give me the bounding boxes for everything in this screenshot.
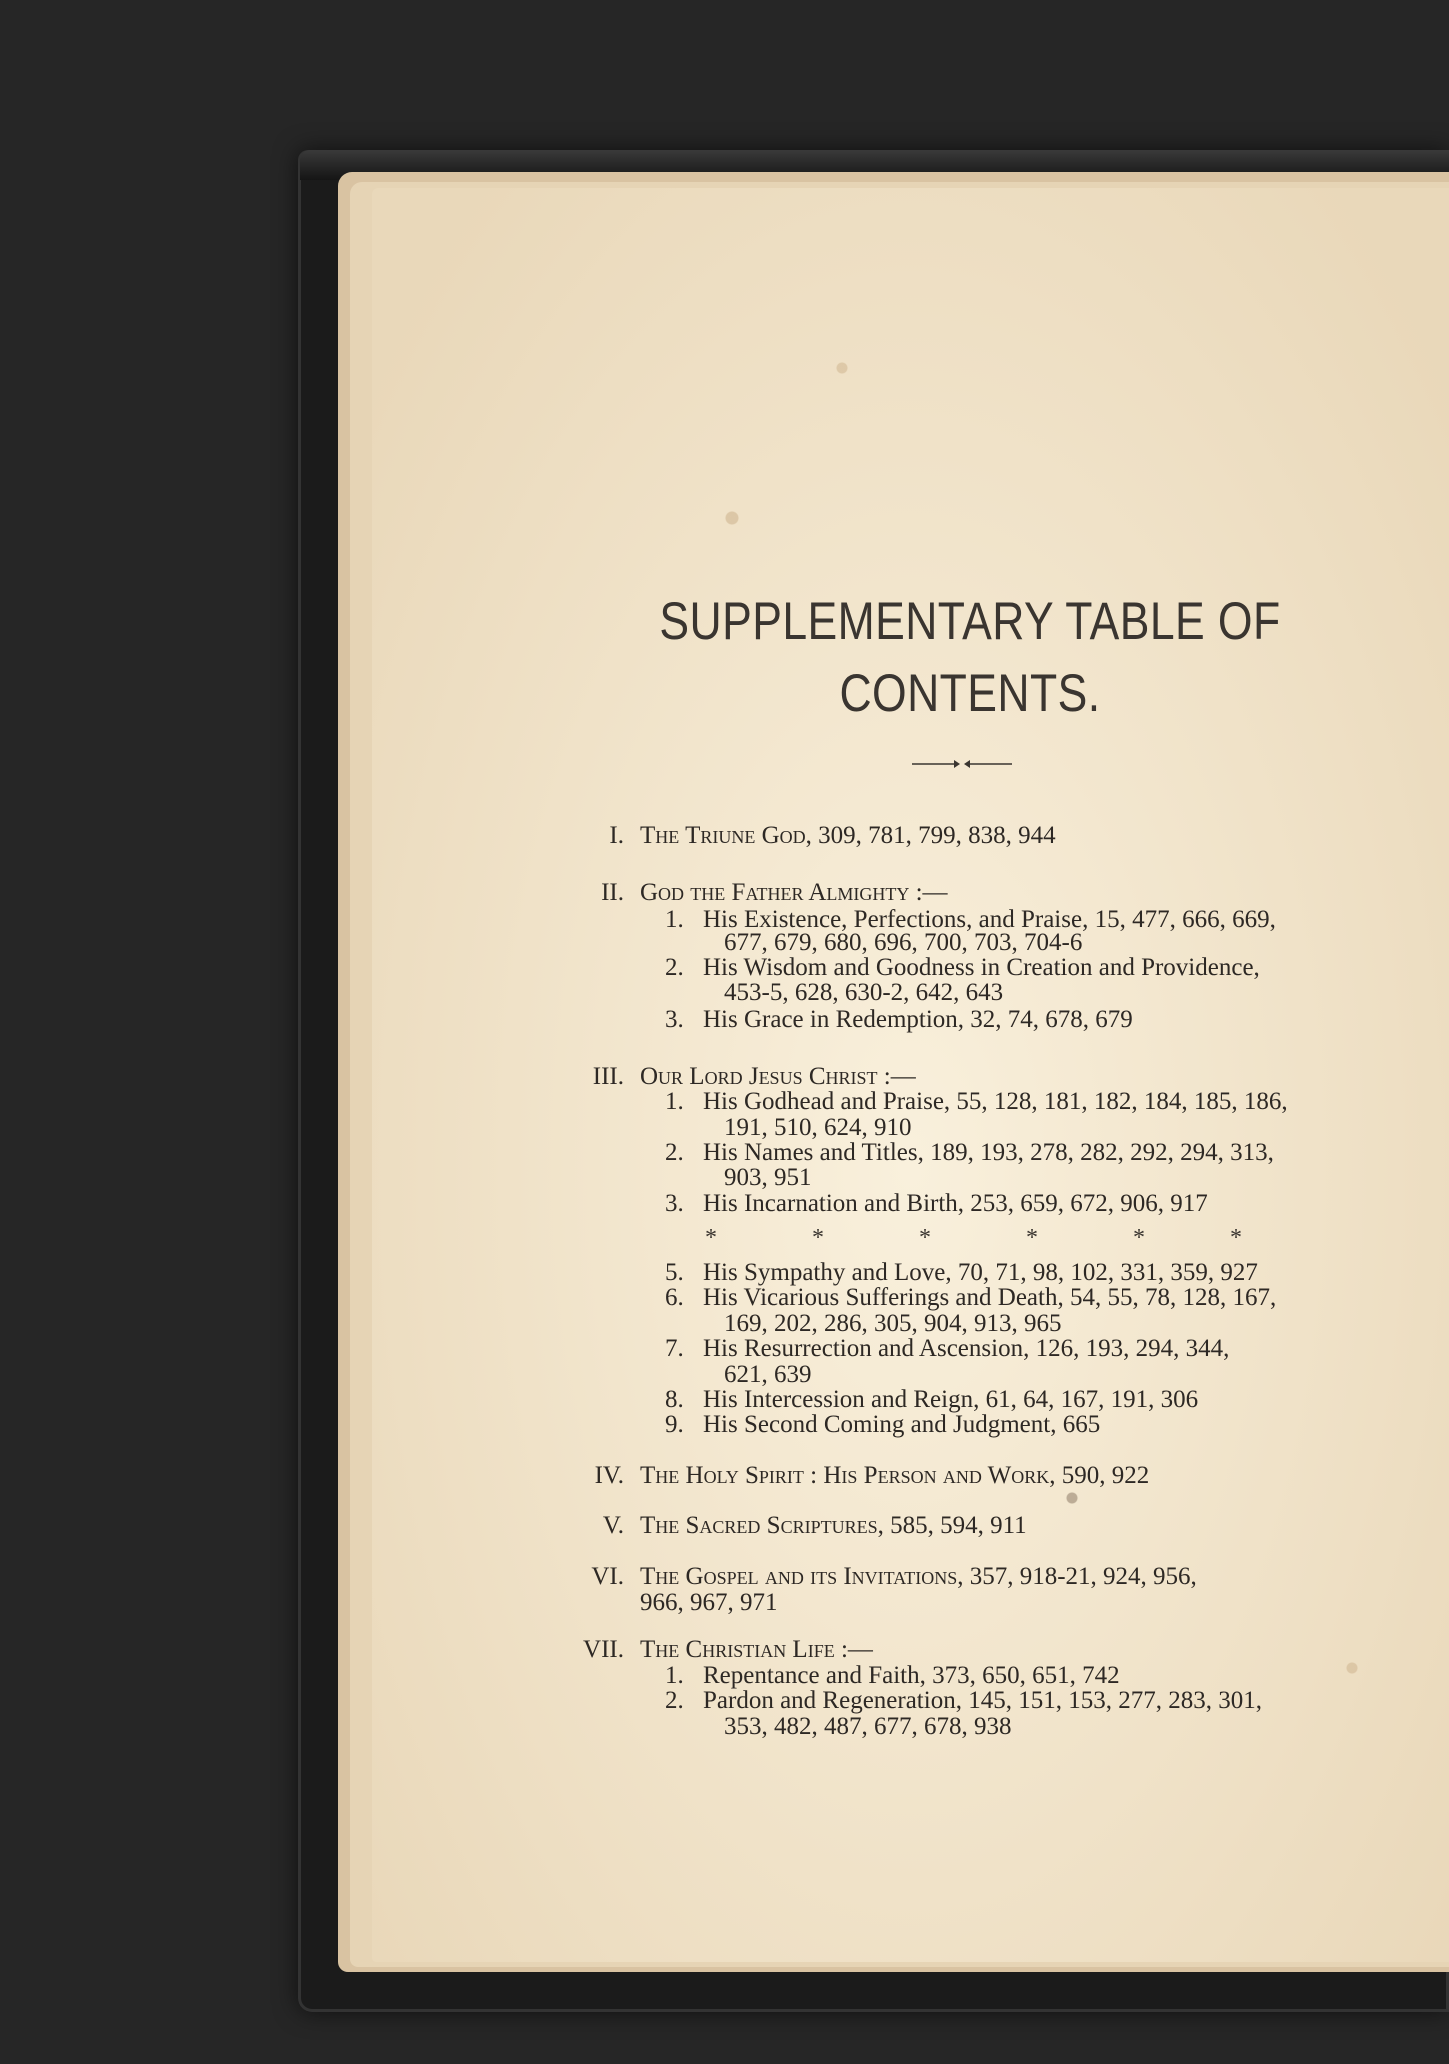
- list-item-text-cont: 621, 639: [724, 1361, 812, 1388]
- list-item-text-cont: 903, 951: [724, 1164, 812, 1191]
- list-item-text-cont: 453-5, 628, 630-2, 642, 643: [724, 979, 1004, 1006]
- section-numeral: IV.: [594, 1462, 624, 1489]
- list-item-text: His Second Coming and Judgment, 665: [703, 1411, 1101, 1438]
- list-item-text-cont: 353, 482, 487, 677, 678, 938: [724, 1713, 1012, 1740]
- list-item: 1.: [665, 906, 684, 933]
- list-item: 2.: [665, 1687, 684, 1714]
- list-item-text: His Wisdom and Goodness in Creation and Providence,: [703, 954, 1260, 981]
- list-item-text: Repentance and Faith, 373, 650, 651, 742: [703, 1662, 1120, 1689]
- list-item-text: His Grace in Redemption, 32, 74, 678, 679: [703, 1006, 1133, 1033]
- section-heading: The Triune God,: [640, 822, 812, 849]
- section-numeral: V.: [602, 1512, 624, 1539]
- list-item: 5.: [665, 1259, 684, 1286]
- section-numeral: VI.: [591, 1563, 624, 1590]
- list-item: 1.: [665, 1088, 684, 1115]
- list-item-text-cont: 169, 202, 286, 305, 904, 913, 965: [724, 1310, 1062, 1337]
- list-item-text: His Resurrection and Ascension, 126, 193, 294, 344,: [703, 1335, 1230, 1362]
- section-refs: 357, 918-21, 924, 956,: [969, 1563, 1197, 1590]
- section-numeral: III.: [592, 1063, 624, 1090]
- list-item: 2.: [665, 954, 684, 981]
- star-mark: *: [919, 1225, 931, 1251]
- star-mark: *: [812, 1225, 824, 1251]
- title-line-1: SUPPLEMENTARY TABLE OF: [659, 592, 1281, 651]
- star-mark: *: [1026, 1225, 1038, 1251]
- section-refs: 309, 781, 799, 838, 944: [818, 822, 1056, 849]
- star-mark: *: [1133, 1225, 1145, 1251]
- section-heading: The Gospel and its Invitations,: [640, 1563, 964, 1590]
- list-item-text: His Incarnation and Birth, 253, 659, 672, 906, 917: [703, 1190, 1208, 1217]
- section-refs-cont: 966, 967, 971: [640, 1589, 778, 1616]
- star-mark: *: [1230, 1225, 1242, 1251]
- title-line-2: CONTENTS.: [839, 664, 1101, 723]
- list-item: 3.: [665, 1006, 684, 1033]
- section-numeral: VII.: [583, 1636, 624, 1663]
- list-item-text: His Godhead and Praise, 55, 128, 181, 182, 184, 185, 186,: [703, 1088, 1288, 1115]
- section-numeral: I.: [609, 822, 624, 849]
- section-heading: Our Lord Jesus Christ :—: [640, 1063, 916, 1090]
- star-mark: *: [705, 1225, 717, 1251]
- list-item-text: His Existence, Perfections, and Praise, 15, 477, 666, 669,: [703, 906, 1276, 933]
- list-item-text-cont: 191, 510, 624, 910: [724, 1114, 912, 1141]
- list-item: 6.: [665, 1284, 684, 1311]
- list-item: 1.: [665, 1662, 684, 1689]
- section-heading: The Sacred Scriptures,: [640, 1512, 884, 1539]
- list-item-text: His Names and Titles, 189, 193, 278, 282, 292, 294, 313,: [703, 1139, 1274, 1166]
- section-refs: 585, 594, 911: [890, 1512, 1027, 1539]
- list-item: 9.: [665, 1411, 684, 1438]
- list-item-text: His Sympathy and Love, 70, 71, 98, 102, 331, 359, 927: [703, 1259, 1258, 1286]
- list-item-text: Pardon and Regeneration, 145, 151, 153, 277, 283, 301,: [703, 1687, 1262, 1714]
- section-numeral: II.: [601, 879, 624, 906]
- section-heading: The Holy Spirit : His Person and Work,: [640, 1462, 1056, 1489]
- list-item: 7.: [665, 1335, 684, 1362]
- section-heading: God the Father Almighty :—: [640, 879, 948, 906]
- list-item: 3.: [665, 1190, 684, 1217]
- list-item-text: His Vicarious Sufferings and Death, 54, 55, 78, 128, 167,: [703, 1284, 1277, 1311]
- section-refs: 590, 922: [1061, 1462, 1150, 1489]
- list-item: 2.: [665, 1139, 684, 1166]
- section-heading: The Christian Life :—: [640, 1636, 873, 1663]
- list-item-text: His Intercession and Reign, 61, 64, 167, 191, 306: [703, 1386, 1199, 1413]
- list-item: 8.: [665, 1386, 684, 1413]
- list-item-text-cont: 677, 679, 680, 696, 700, 703, 704-6: [724, 929, 1083, 956]
